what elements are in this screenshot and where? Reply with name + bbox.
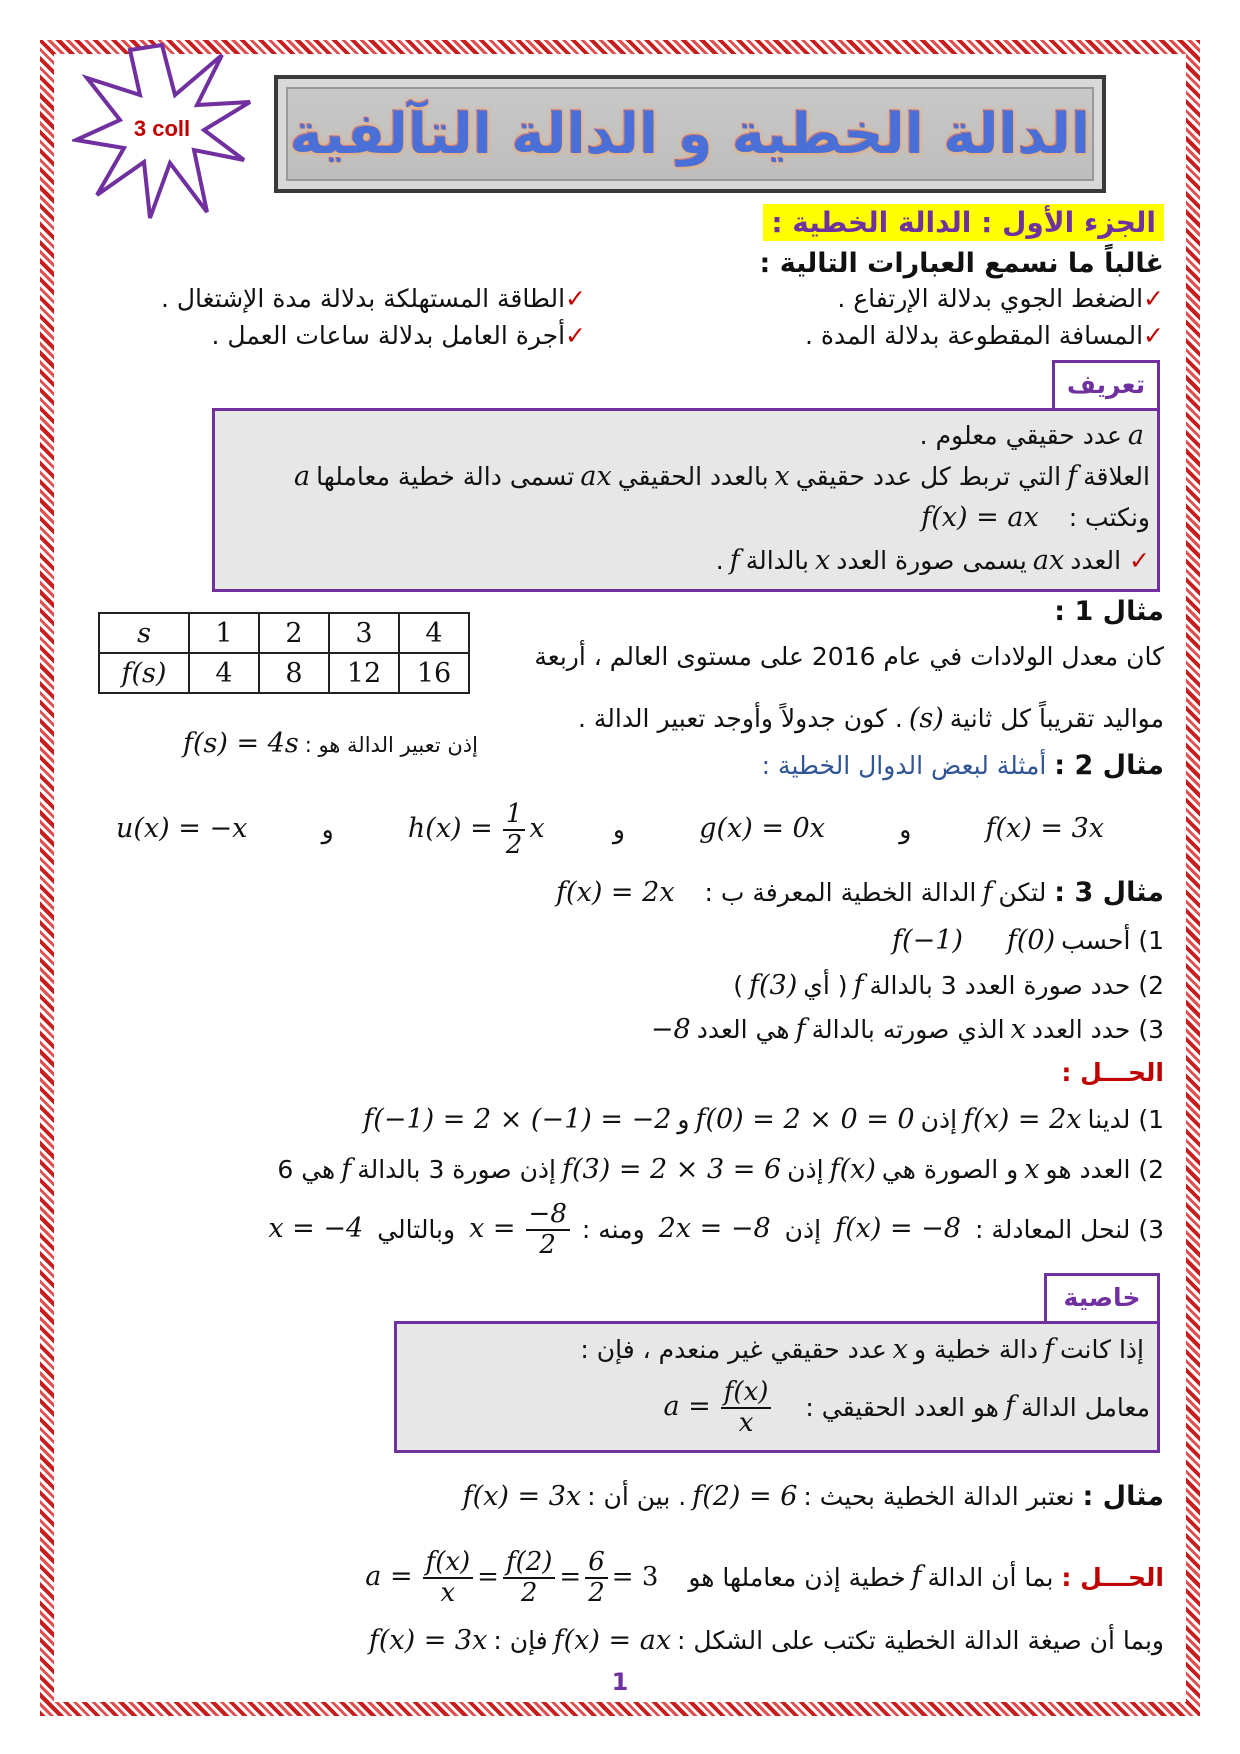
question-3: 3) حدد العددxالذي صورته بالدالةfهي العدد−8 — [650, 1014, 1164, 1045]
example-1-text-2: مواليد تقريباً كل ثانية(s). كون جدولاً وأوجد تعبير الدالة . — [577, 703, 1164, 734]
solution-line-2: 2) العدد هوxو الصورة هيf(x)إذنf(3) = 2 × 3 = 6إذن صورة 3 بالدالةfهي 6 — [277, 1154, 1164, 1185]
table-row: s 1 2 3 4 — [99, 613, 469, 653]
table-row: f(s) 4 8 12 16 — [99, 653, 469, 693]
property-line-1: إذا كانتfدالة خطية وxعدد حقيقي غير منعدم ، فإن : — [580, 1334, 1144, 1365]
title-banner — [274, 75, 1106, 193]
example-4-line: مثال : نعتبر الدالة الخطية بحيث :f(2) = 6. بين أن :f(x) = 3x — [462, 1481, 1164, 1512]
phrase-3: ✓المسافة المقطوعة بدلالة المدة . — [805, 321, 1164, 350]
example-1-label: مثال 1 : — [1054, 596, 1164, 627]
check-icon: ✓ — [565, 284, 586, 313]
example-3-heading: مثال 3 : لتكنfالدالة الخطية المعرفة ب :f(x) = 2x — [556, 877, 1164, 908]
page-number: 1 — [611, 1668, 629, 1696]
definition-line-1: aعدد حقيقي معلوم . — [919, 420, 1144, 451]
part-heading: الجزء الأول : الدالة الخطية : — [763, 204, 1164, 241]
definition-tab: تعريف — [1052, 360, 1160, 410]
definition-line-2: العلاقةfالتي تربط كل عدد حقيقيxبالعدد الحقيقيaxتسمى دالة خطية معاملهاa — [293, 461, 1150, 492]
solution-line-3: 3) لنحل المعادلة : f(x) = −8 إذن 2x = −8 ومنه : x = $\frac{-8}{2}$ وبالتالي x = −4 — [268, 1199, 1164, 1260]
solution-label: الحـــل : — [1061, 1058, 1164, 1087]
question-1: 1) أحسبf(0) f(−1) — [892, 925, 1164, 956]
check-icon: ✓ — [1143, 284, 1164, 313]
example-2-heading: مثال 2 : أمثلة لبعض الدوال الخطية : — [761, 750, 1164, 781]
phrase-4: ✓أجرة العامل بدلالة ساعات العمل . — [211, 321, 586, 350]
phrase-2: ✓الطاقة المستهلكة بدلالة مدة الإشتغال . — [160, 284, 586, 313]
definition-line-4: ✓ العددaxيسمى صورة العددxبالدالةf. — [715, 545, 1150, 576]
values-table — [98, 612, 470, 694]
property-tab: خاصية — [1044, 1273, 1160, 1323]
check-icon: ✓ — [1129, 546, 1150, 575]
check-icon: ✓ — [565, 321, 586, 350]
example-1-text-1: كان معدل الولادات في عام 2016 على مستوى العالم ، أربعة — [534, 642, 1164, 671]
example-4-solution: الحـــل : بما أن الدالة f خطية إذن معاملها هو a = $\frac{f(x)}{x}$ = $\frac{f(2)}{2}$ = $\frac{6}{2}$ = 3 — [365, 1547, 1164, 1608]
intro-text: غالباً ما نسمع العبارات التالية : — [759, 248, 1164, 279]
page-title: الدالة الخطية و الدالة التآلفية — [289, 101, 1091, 167]
definition-line-3: ونكتب :f(x) = ax — [921, 502, 1150, 533]
question-2: 2) حدد صورة العدد 3 بالدالةf( أيf(3)) — [733, 970, 1164, 1001]
example-1-result: إذن تعبير الدالة هو :f(s) = 4s — [182, 728, 478, 759]
property-line-2: معامل الدالة f هو العدد الحقيقي : a = $\frac{f(x)}{x}$ — [663, 1377, 1150, 1438]
example-2-functions: f(x) = 3x و g(x) = 0x و h(x) = $\frac{1}{2}$ x و u(x) = −x — [116, 799, 1104, 860]
solution-line-1: 1) لديناf(x) = 2xإذنf(0) = 2 × 0 = 0وf(−1) = 2 × (−1) = −2 — [363, 1104, 1164, 1135]
check-icon: ✓ — [1143, 321, 1164, 350]
class-badge: 3 coll — [133, 116, 191, 141]
phrase-1: ✓الضغط الجوي بدلالة الإرتفاع . — [837, 284, 1164, 313]
example-4-conclusion: وبما أن صيغة الدالة الخطية تكتب على الشكل :f(x) = axفإن :f(x) = 3x — [368, 1625, 1164, 1656]
